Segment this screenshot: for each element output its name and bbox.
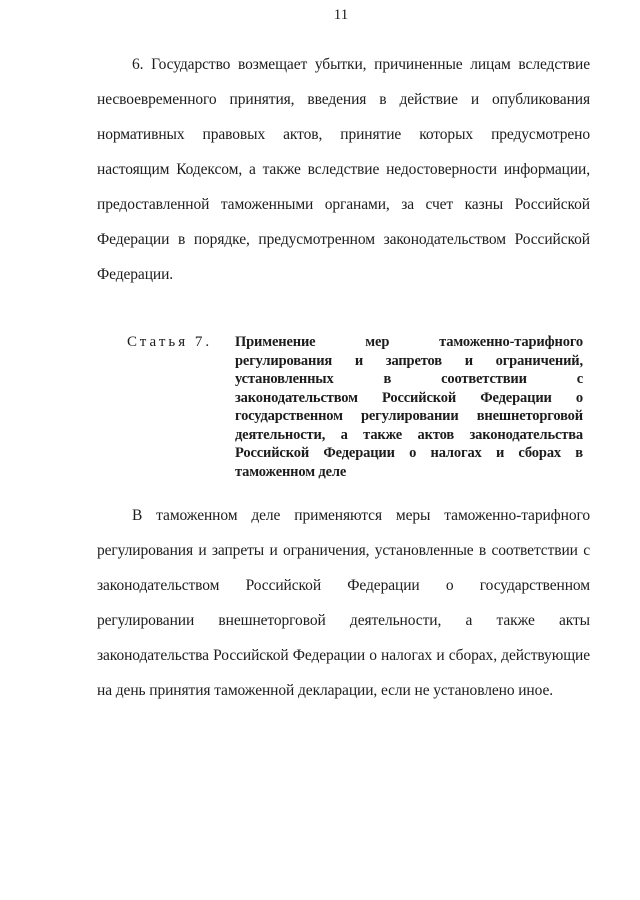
text-line: регулировании внешнеторговой деятельности, а также акты bbox=[97, 612, 590, 629]
page-number: 11 bbox=[333, 7, 349, 23]
article-title bbox=[235, 333, 583, 481]
text-line: В таможенном деле применяются меры таможенно-тарифного bbox=[132, 507, 590, 524]
text-line: законодательством Российской Федерации о государственном bbox=[97, 577, 590, 594]
article-7-heading bbox=[97, 333, 590, 481]
text-line: регулирования и запретов и ограничений, bbox=[235, 352, 583, 369]
text-line: таможенном деле bbox=[235, 463, 347, 480]
paragraph-clause-6 bbox=[97, 47, 590, 292]
text-line: Российской Федерации о налогах и сборах в bbox=[235, 445, 583, 461]
text-line: предоставленной таможенными органами, за счет казны Российской bbox=[97, 196, 590, 213]
text-line: государственном регулировании внешнеторговой bbox=[235, 408, 583, 424]
article-label: Статья 7. bbox=[127, 334, 213, 350]
text-line: Применение мер таможенно-тарифного bbox=[235, 334, 583, 350]
text-line: установленных в соответствии с bbox=[235, 371, 583, 387]
text-line: законодательства Российской Федерации о налогах и сборах, действующие bbox=[97, 647, 590, 664]
text-line: нормативных правовых актов, принятие которых предусмотрено bbox=[97, 126, 590, 143]
text-line: законодательством Российской Федерации о bbox=[235, 389, 583, 406]
paragraph-article-body bbox=[97, 498, 590, 708]
page-content bbox=[97, 47, 590, 708]
text-line: настоящим Кодексом, а также вследствие недостоверности информации, bbox=[97, 161, 590, 178]
text-line: Федерации в порядке, предусмотренном законодательством Российской bbox=[97, 231, 590, 248]
text-line: регулирования и запреты и ограничения, установленные в соответствии с bbox=[97, 542, 590, 559]
text-line: на день принятия таможенной декларации, если не установлено иное. bbox=[97, 682, 554, 699]
text-line: 6. Государство возмещает убытки, причиненные лицам вследствие bbox=[132, 56, 590, 73]
text-line: деятельности, а также актов законодательства bbox=[235, 426, 583, 443]
text-line: несвоевременного принятия, введения в действие и опубликования bbox=[97, 91, 590, 108]
text-line: Федерации. bbox=[97, 266, 174, 283]
